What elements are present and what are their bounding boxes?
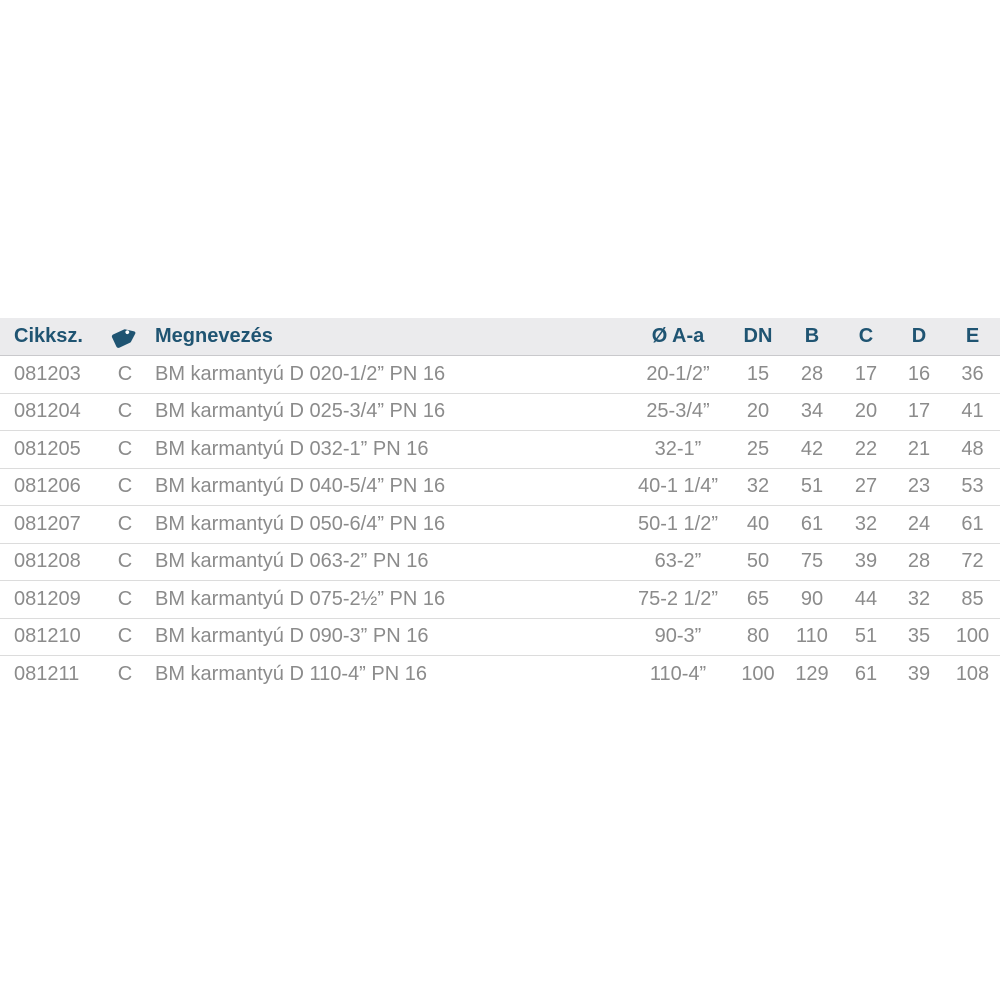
- cell-megnevezes: BM karmantyú D 110-4” PN 16: [155, 662, 427, 685]
- cell-icon: C: [100, 506, 150, 544]
- cell-b: 34: [785, 393, 839, 431]
- cell-dn: 20: [731, 393, 785, 431]
- table-row: [0, 393, 1000, 431]
- cell-cikksz: 081208: [0, 543, 100, 581]
- cell-icon: C: [100, 581, 150, 619]
- cell-e: 61: [945, 506, 1000, 544]
- cell-megnevezes: BM karmantyú D 075-2½” PN 16: [150, 581, 625, 619]
- column-header-e: E: [945, 318, 1000, 356]
- cell-atmero: 75-2 1/2”: [625, 581, 731, 619]
- table-header-row: [0, 318, 1000, 356]
- cell-c: 32: [839, 506, 893, 544]
- cell-atmero: 25-3/4”: [625, 393, 731, 431]
- cell-d: 21: [893, 431, 945, 469]
- cell-cikksz: 081209: [0, 581, 100, 619]
- column-header-b: B: [785, 318, 839, 356]
- cell-e: 36: [945, 356, 1000, 394]
- table-body: [0, 356, 1000, 693]
- cell-cikksz: 081207: [0, 506, 100, 544]
- cell-dn: 40: [731, 506, 785, 544]
- cell-atmero: 20-1/2”: [625, 356, 731, 394]
- cell-d: 39: [907, 662, 931, 685]
- table-row: [0, 581, 1000, 619]
- cell-b: 61: [785, 506, 839, 544]
- column-header-icon: [100, 318, 150, 356]
- cell-e: 108: [955, 662, 990, 685]
- cell-e: 48: [945, 431, 1000, 469]
- cell-icon: C: [100, 618, 150, 656]
- cell-dn: 65: [731, 581, 785, 619]
- cell-megnevezes: BM karmantyú D 063-2” PN 16: [150, 543, 625, 581]
- cell-dn: 32: [731, 468, 785, 506]
- table-row: [0, 656, 1000, 693]
- cell-c: 51: [839, 618, 893, 656]
- cell-cikksz: 081210: [0, 618, 100, 656]
- cell-c: 44: [839, 581, 893, 619]
- cell-b: 129: [795, 662, 829, 685]
- cell-e: 53: [945, 468, 1000, 506]
- cell-icon: C: [100, 393, 150, 431]
- table-row: [0, 506, 1000, 544]
- column-header-c: C: [839, 318, 893, 356]
- cell-dn: 15: [731, 356, 785, 394]
- cell-b: 51: [785, 468, 839, 506]
- cell-atmero: 110-4”: [649, 662, 707, 685]
- cell-e: 41: [945, 393, 1000, 431]
- cell-c: 17: [839, 356, 893, 394]
- cell-d: 32: [893, 581, 945, 619]
- cell-d: 16: [893, 356, 945, 394]
- cell-dn: 80: [731, 618, 785, 656]
- cell-megnevezes: BM karmantyú D 032-1” PN 16: [150, 431, 625, 469]
- column-header-d: D: [893, 318, 945, 356]
- cell-cikksz: 081204: [0, 393, 100, 431]
- tag-icon: [110, 322, 140, 352]
- cell-cikksz: 081205: [0, 431, 100, 469]
- cell-megnevezes: BM karmantyú D 025-3/4” PN 16: [150, 393, 625, 431]
- cell-atmero: 63-2”: [625, 543, 731, 581]
- cell-cikksz: 081203: [0, 356, 100, 394]
- cell-d: 24: [893, 506, 945, 544]
- cell-dn: 25: [731, 431, 785, 469]
- table-row: [0, 618, 1000, 656]
- cell-b: 28: [785, 356, 839, 394]
- cell-atmero: 32-1”: [625, 431, 731, 469]
- cell-e: 72: [945, 543, 1000, 581]
- cell-d: 35: [893, 618, 945, 656]
- cell-d: 23: [893, 468, 945, 506]
- cell-cikksz: 081211: [14, 662, 80, 685]
- cell-c: 61: [854, 662, 878, 685]
- cell-dn: 100: [741, 662, 775, 685]
- cell-cikksz: 081206: [0, 468, 100, 506]
- cell-b: 75: [785, 543, 839, 581]
- cell-c: 39: [839, 543, 893, 581]
- column-header-diameter: Ø A-a: [625, 318, 731, 356]
- cell-b: 42: [785, 431, 839, 469]
- cell-c: 22: [839, 431, 893, 469]
- cell-icon: C: [117, 662, 133, 685]
- column-header-megnevezes: Megnevezés: [150, 318, 625, 356]
- cell-d: 17: [893, 393, 945, 431]
- cell-dn: 50: [731, 543, 785, 581]
- cell-megnevezes: BM karmantyú D 040-5/4” PN 16: [150, 468, 625, 506]
- cell-atmero: 90-3”: [625, 618, 731, 656]
- table-row: [0, 468, 1000, 506]
- cell-atmero: 40-1 1/4”: [625, 468, 731, 506]
- cell-c: 20: [839, 393, 893, 431]
- cell-megnevezes: BM karmantyú D 090-3” PN 16: [150, 618, 625, 656]
- cell-icon: C: [100, 468, 150, 506]
- column-header-dn: DN: [731, 318, 785, 356]
- cell-d: 28: [893, 543, 945, 581]
- cell-icon: C: [100, 543, 150, 581]
- cell-b: 110: [785, 618, 839, 656]
- table-header: [0, 318, 1000, 356]
- cell-b: 90: [785, 581, 839, 619]
- cell-icon: C: [100, 356, 150, 394]
- cell-megnevezes: BM karmantyú D 050-6/4” PN 16: [150, 506, 625, 544]
- table-row: [0, 356, 1000, 394]
- cell-megnevezes: BM karmantyú D 020-1/2” PN 16: [150, 356, 625, 394]
- product-spec-table: [0, 318, 1000, 693]
- cell-e: 85: [945, 581, 1000, 619]
- table-row: [0, 543, 1000, 581]
- cell-icon: C: [100, 431, 150, 469]
- column-header-cikksz: Cikksz.: [0, 318, 100, 356]
- cell-c: 27: [839, 468, 893, 506]
- table-row: [0, 431, 1000, 469]
- cell-atmero: 50-1 1/2”: [625, 506, 731, 544]
- cell-e: 100: [945, 618, 1000, 656]
